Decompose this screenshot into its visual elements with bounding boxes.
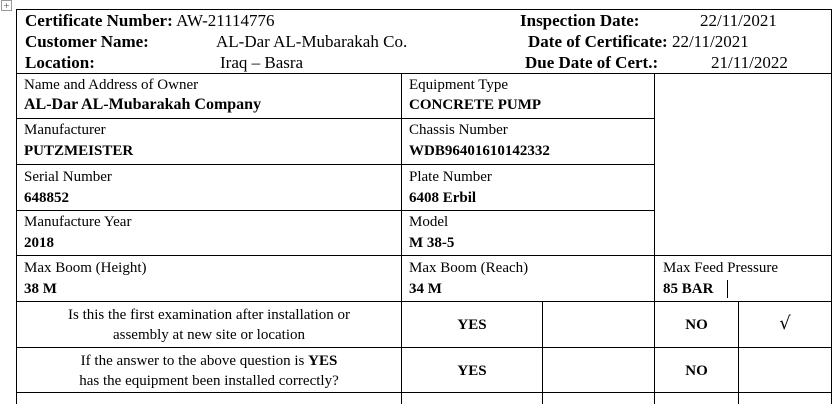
- certificate-number-line: [25, 11, 275, 31]
- boom-height-value: 38 M: [24, 281, 57, 297]
- text-cursor: [727, 280, 728, 298]
- question-first-examination: [17, 305, 401, 345]
- serial-label: Serial Number: [24, 169, 112, 185]
- chassis-label: Chassis Number: [409, 122, 508, 138]
- row-divider: [16, 164, 654, 165]
- plate-value: 6408 Erbil: [409, 190, 477, 206]
- q1-yes-option[interactable]: YES: [457, 317, 487, 333]
- due-date-line: [525, 53, 658, 73]
- frame-top-border: [16, 9, 832, 10]
- certificate-number-value: AW-21114776: [176, 11, 275, 30]
- question-text: If the answer to the above question is: [80, 353, 309, 369]
- question-line: Is this the first examination after installation or: [67, 307, 350, 323]
- location-label: Location:: [25, 53, 95, 72]
- owner-label: Name and Address of Owner: [24, 77, 199, 93]
- column-divider: [401, 73, 402, 404]
- location-value: Iraq – Basra: [220, 53, 304, 72]
- owner-value: AL-Dar AL-Mubarakah Company: [24, 96, 262, 113]
- boom-reach-value: 34 M: [409, 281, 442, 297]
- question-line: has the equipment been installed correctly?: [79, 373, 339, 389]
- q2-no-option[interactable]: NO: [685, 363, 708, 379]
- question-installed-correctly: [17, 351, 401, 391]
- inspection-date-value: 22/11/2021: [700, 11, 777, 30]
- manufacturer-value: PUTZMEISTER: [24, 143, 134, 159]
- feed-pressure-label: Max Feed Pressure: [663, 260, 778, 276]
- year-label: Manufacture Year: [24, 214, 132, 230]
- manufacturer-label: Manufacturer: [24, 122, 106, 138]
- plate-label: Plate Number: [409, 169, 492, 185]
- customer-name-label: Customer Name:: [25, 32, 149, 51]
- q1-no-option[interactable]: NO: [685, 317, 708, 333]
- date-of-certificate-label: Date of Certificate:: [528, 32, 668, 51]
- date-of-certificate-value: 22/11/2021: [671, 32, 749, 51]
- certificate-number-label: Certificate Number:: [25, 11, 173, 30]
- due-date-label: Due Date of Cert.:: [525, 53, 659, 72]
- row-divider: [16, 210, 654, 211]
- customer-name-value: AL-Dar AL-Mubarakah Co.: [216, 32, 408, 51]
- equipment-type-label: Equipment Type: [409, 77, 509, 93]
- row-divider: [16, 301, 832, 302]
- q2-yes-option[interactable]: YES: [457, 363, 487, 379]
- row-divider: [16, 118, 654, 119]
- row-divider: [16, 392, 832, 393]
- boom-reach-label: Max Boom (Reach): [409, 260, 529, 276]
- q1-check-mark-icon[interactable]: √: [779, 313, 791, 334]
- question-line: assembly at new site or location: [112, 327, 306, 343]
- feed-pressure-value[interactable]: 85 BAR: [663, 281, 714, 297]
- column-divider: [654, 73, 655, 404]
- equipment-type-value: CONCRETE PUMP: [409, 97, 542, 113]
- boom-height-label: Max Boom (Height): [24, 260, 147, 276]
- serial-value: 648852: [24, 190, 69, 206]
- row-divider: [16, 347, 832, 348]
- year-value: 2018: [24, 235, 54, 251]
- row-divider: [16, 255, 832, 256]
- inspection-date-label: Inspection Date:: [520, 11, 640, 30]
- inspection-date-line: [520, 11, 639, 31]
- column-divider: [542, 301, 543, 404]
- header-divider: [16, 73, 832, 74]
- question-emphasis: YES: [308, 353, 338, 369]
- location-line: [25, 53, 95, 73]
- chassis-value: WDB96401610142332: [409, 143, 550, 159]
- question-line: [17, 351, 401, 371]
- table-move-handle-icon[interactable]: +: [1, 0, 12, 11]
- customer-name-line: [25, 32, 149, 52]
- due-date-value: 21/11/2022: [711, 53, 788, 72]
- model-value: M 38-5: [409, 235, 455, 251]
- date-of-certificate-line: [528, 32, 749, 52]
- frame-right-border: [831, 9, 832, 404]
- model-label: Model: [409, 214, 449, 230]
